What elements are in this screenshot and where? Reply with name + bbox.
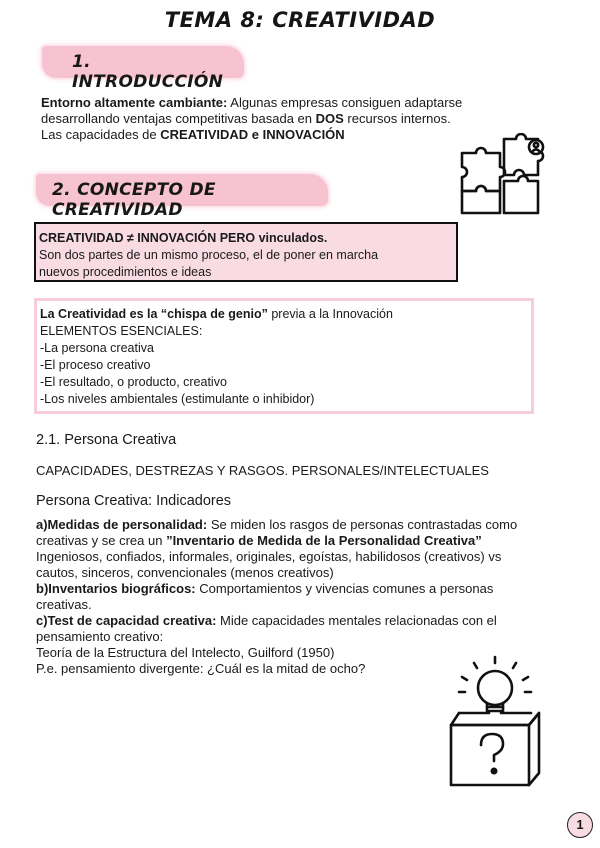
- intro-paragraph: [41, 95, 511, 143]
- puzzle-icon: [458, 133, 550, 217]
- indicators-heading: Persona Creativa: Indicadores: [36, 493, 232, 509]
- list-item: -Los niveles ambientales (estimulante o inhibidor): [40, 392, 315, 406]
- intro-line-3: Las capacidades de CREATIVIDAD e INNOVACIÓN: [41, 127, 345, 142]
- section-heading-introduccion: [42, 46, 244, 92]
- intro-line-2: desarrollando ventajas competitivas basada en DOS recursos internos.: [41, 111, 451, 126]
- definition-box: [34, 222, 458, 282]
- page-number-badge: 1: [567, 812, 593, 838]
- elements-box-subtitle: ELEMENTOS ESENCIALES:: [40, 324, 203, 338]
- list-item: -El proceso creativo: [40, 358, 151, 372]
- elements-box: [34, 298, 534, 414]
- section-heading-concepto: [36, 174, 328, 220]
- section-heading-label: 1. INTRODUCCIÓN: [72, 52, 224, 92]
- intro-line-1: Entorno altamente cambiante: Algunas empresas consiguen adaptarse: [41, 95, 463, 110]
- elements-box-intro: La Creatividad es la “chispa de genio” previa a la Innovación: [40, 307, 393, 321]
- indicators-body: a)Medidas de personalidad: Se miden los rasgos de personas contrastadas como creativas y se crea un ”Inventario de Medida de la Personalidad Creativa” Ingeniosos, confiados, informales, originales, egoístas, habilidosos (creativos) vs cautos, sinceros, convencionales (menos creativos) b)Inventarios biográficos: Comportamientos y vivencias comunes a personas creativas. c)Test de capacidad creativa: Mide capacidades mentales relacionadas con el pensamiento creativo: Teoría de la Estructura del Intelecto, Guilford (1950) P.e. pensamiento divergente: ¿Cuál es la mitad de ocho?: [36, 517, 518, 676]
- list-item: -La persona creativa: [40, 341, 154, 355]
- subsection-heading: 2.1. Persona Creativa: [36, 432, 177, 448]
- definition-box-line: nuevos procedimientos e ideas: [39, 265, 212, 279]
- list-item: -El resultado, o producto, creativo: [40, 375, 227, 389]
- section-heading-label: 2. CONCEPTO DE CREATIVIDAD: [52, 180, 216, 220]
- definition-box-line: Son dos partes de un mismo proceso, el de poner en marcha: [39, 248, 379, 262]
- definition-box-title: CREATIVIDAD ≠ INNOVACIÓN PERO vinculados.: [39, 231, 328, 245]
- capacities-text: CAPACIDADES, DESTREZAS Y RASGOS. PERSONALES/INTELECTUALES: [36, 463, 489, 478]
- page-title: TEMA 8: CREATIVIDAD: [164, 8, 436, 32]
- lightbulb-box-icon: [443, 655, 547, 789]
